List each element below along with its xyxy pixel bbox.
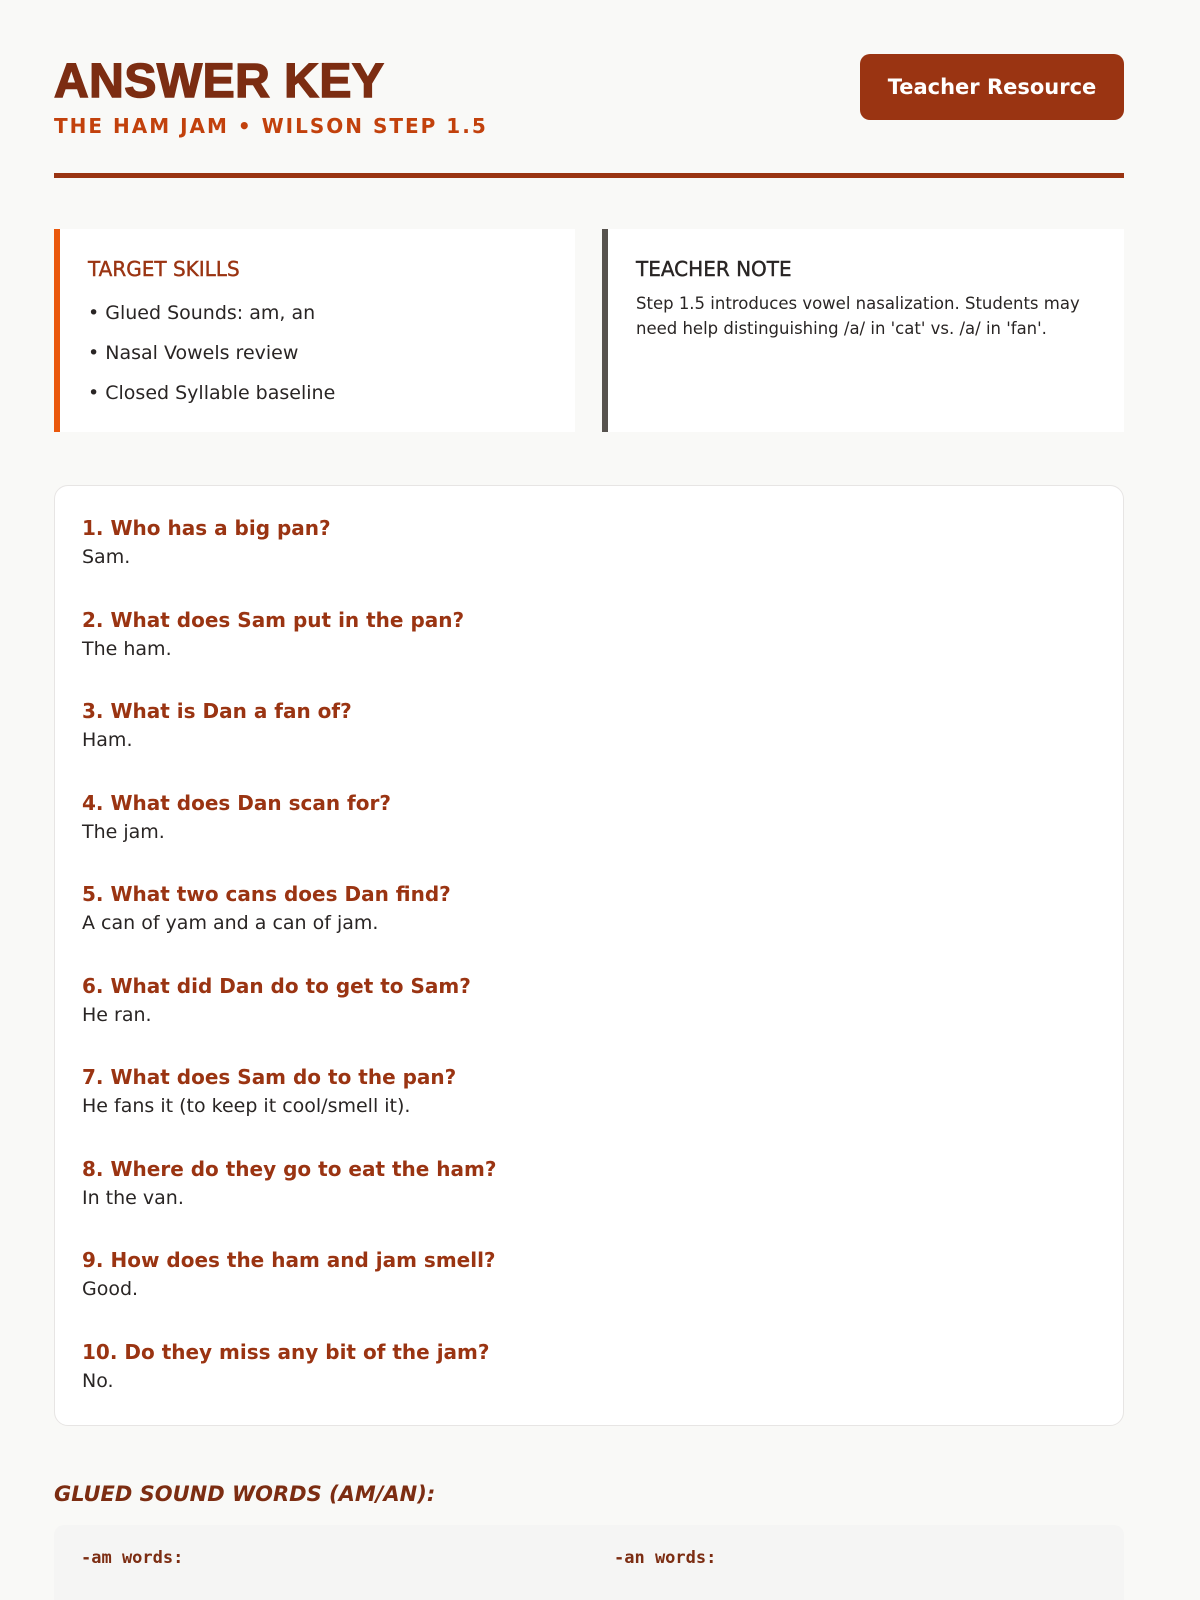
answer-text: The jam. — [82, 820, 165, 843]
question-text: 10. Do they miss any bit of the jam? — [82, 1339, 490, 1364]
question-text: 7. What does Sam do to the pan? — [82, 1065, 457, 1089]
am-words-label: -am words: — [81, 1548, 184, 1568]
target-skills-card — [54, 229, 575, 432]
an-words-label: -an words: — [614, 1548, 717, 1568]
answer-text: A can of yam and a can of jam. — [82, 912, 379, 934]
question-item — [82, 697, 1096, 789]
teacher-resource-badge: Teacher Resource — [860, 54, 1124, 120]
skill-item: • Closed Syllable baseline — [88, 382, 336, 404]
question-text: 5. What two cans does Dan find? — [82, 882, 451, 906]
header — [54, 52, 1124, 178]
question-item — [82, 1246, 1096, 1338]
page-title: ANSWER KEY — [54, 55, 385, 108]
question-item — [82, 514, 1096, 606]
question-text: 4. What does Dan scan for? — [82, 790, 391, 815]
answer-text: He fans it (to keep it cool/smell it). — [82, 1095, 411, 1117]
question-text: 1. Who has a big pan? — [82, 516, 331, 540]
teacher-note-title: TEACHER NOTE — [636, 257, 792, 281]
question-item — [82, 972, 1096, 1064]
question-item — [82, 789, 1096, 881]
question-item — [82, 1338, 1096, 1430]
question-text: 9. How does the ham and jam smell? — [82, 1248, 496, 1272]
glued-sound-words-heading: GLUED SOUND WORDS (AM/AN): — [54, 1482, 436, 1506]
answer-text: In the van. — [82, 1186, 184, 1209]
skill-item: • Nasal Vowels review — [88, 342, 299, 364]
answer-text: Ham. — [82, 729, 133, 751]
question-item — [82, 1063, 1096, 1155]
answer-text: No. — [82, 1369, 114, 1392]
target-skills-title: TARGET SKILLS — [88, 257, 240, 281]
answer-text: He ran. — [82, 1003, 152, 1026]
teacher-note-card — [602, 229, 1124, 432]
answer-text: Sam. — [82, 546, 131, 568]
skill-item: • Glued Sounds: am, an — [88, 302, 316, 324]
question-item — [82, 606, 1096, 698]
question-text: 2. What does Sam put in the pan? — [82, 607, 465, 632]
question-text: 3. What is Dan a fan of? — [82, 699, 352, 723]
header-divider — [54, 173, 1124, 178]
question-text: 6. What did Dan do to get to Sam? — [82, 973, 471, 998]
answers-card — [54, 485, 1124, 1426]
teacher-note-text: Step 1.5 introduces vowel nasalization. Students may need help distinguishing /a/ in 'cat' vs. /a/ in 'fan'. — [636, 294, 1080, 338]
answer-text: The ham. — [82, 637, 172, 660]
question-item — [82, 1155, 1096, 1247]
question-item — [82, 880, 1096, 972]
question-text: 8. Where do they go to eat the ham? — [82, 1156, 497, 1181]
answer-text: Good. — [82, 1278, 139, 1300]
word-lists-box — [54, 1525, 1124, 1600]
page-subtitle: THE HAM JAM • WILSON STEP 1.5 — [54, 114, 488, 138]
